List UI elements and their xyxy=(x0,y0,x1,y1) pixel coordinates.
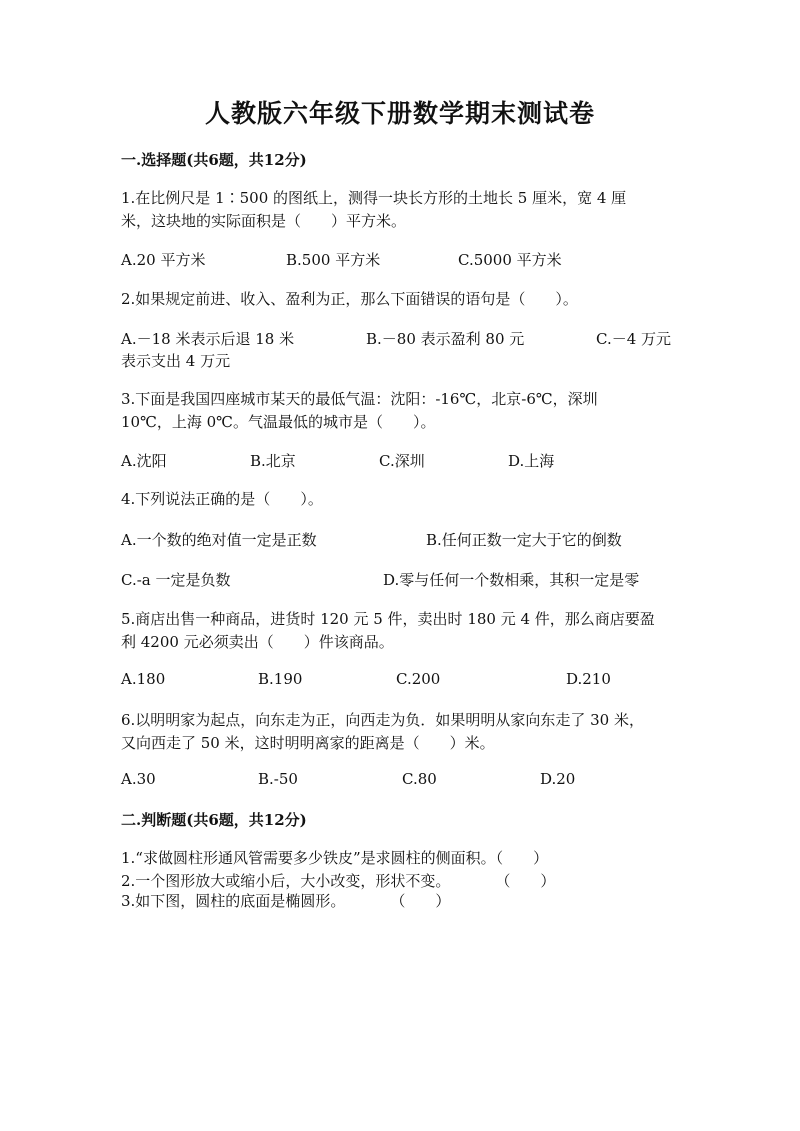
question-6-line-1: 6.以明明家为起点，向东走为正，向西走为负．如果明明从家向东走了 30 米， xyxy=(121,711,644,729)
question-4-option-b: B.任何正数一定大于它的倒数 xyxy=(426,531,622,549)
question-3-option-c: C.深圳 xyxy=(379,452,425,470)
question-2-line-1: 2.如果规定前进、收入、盈利为正，那么下面错误的语句是（ ）。 xyxy=(121,290,578,308)
statement-1: 1.“求做圆柱形通风管需要多少铁皮”是求圆柱的侧面积。（ ） xyxy=(121,849,549,867)
question-1-option-b: B.500 平方米 xyxy=(286,251,381,269)
question-3-line-1: 3.下面是我国四座城市某天的最低气温：沈阳：-16℃，北京-6℃，深圳 xyxy=(121,390,598,408)
question-5-line-2: 利 4200 元必须卖出（ ）件该商品。 xyxy=(121,633,394,651)
question-4-option-c: C.-a 一定是负数 xyxy=(121,571,231,589)
question-3-line-2: 10℃，上海 0℃。气温最低的城市是（ ）。 xyxy=(121,413,436,431)
question-5-option-a: A.180 xyxy=(121,670,166,688)
question-2-option-b: B.－80 表示盈利 80 元 xyxy=(366,330,525,348)
question-1-line-2: 米，这块地的实际面积是（ ）平方米。 xyxy=(121,212,407,230)
question-6-option-a: A.30 xyxy=(121,770,156,788)
section-heading-judgement: 二.判断题(共6题，共12分) xyxy=(121,811,307,829)
question-3-option-a: A.沈阳 xyxy=(121,452,167,470)
question-2-option-c: C.－4 万元 xyxy=(596,330,672,348)
question-4-line-1: 4.下列说法正确的是（ ）。 xyxy=(121,490,323,508)
question-6-line-2: 又向西走了 50 米，这时明明离家的距离是（ ）米。 xyxy=(121,734,495,752)
statement-3: 3.如下图，圆柱的底面是椭圆形。 （ ） xyxy=(121,892,451,910)
question-4-option-a: A.一个数的绝对值一定是正数 xyxy=(121,531,317,549)
question-1-line-1: 1.在比例尺是 1∶500 的图纸上，测得一块长方形的土地长 5 厘米，宽 4 厘 xyxy=(121,189,627,207)
question-6-option-b: B.-50 xyxy=(258,770,298,788)
statement-2: 2.一个图形放大或缩小后，大小改变，形状不变。 （ ） xyxy=(121,872,556,890)
question-4-option-d: D.零与任何一个数相乘，其积一定是零 xyxy=(383,571,640,589)
question-6-option-d: D.20 xyxy=(540,770,576,788)
question-2-option-a: A.－18 米表示后退 18 米 xyxy=(121,330,295,348)
question-3-option-b: B.北京 xyxy=(250,452,296,470)
question-5-option-c: C.200 xyxy=(396,670,441,688)
question-3-option-d: D.上海 xyxy=(508,452,555,470)
question-1-option-a: A.20 平方米 xyxy=(121,251,206,269)
question-5-option-d: D.210 xyxy=(566,670,611,688)
question-6-option-c: C.80 xyxy=(402,770,437,788)
question-2-option-c-continued: 表示支出 4 万元 xyxy=(121,352,231,370)
question-5-option-b: B.190 xyxy=(258,670,303,688)
page-title: 人教版六年级下册数学期末测试卷 xyxy=(204,99,595,128)
section-heading-choice: 一.选择题(共6题，共12分) xyxy=(121,151,307,169)
question-5-line-1: 5.商店出售一种商品，进货时 120 元 5 件，卖出时 180 元 4 件，那么商店要盈 xyxy=(121,610,655,628)
question-1-option-c: C.5000 平方米 xyxy=(458,251,562,269)
